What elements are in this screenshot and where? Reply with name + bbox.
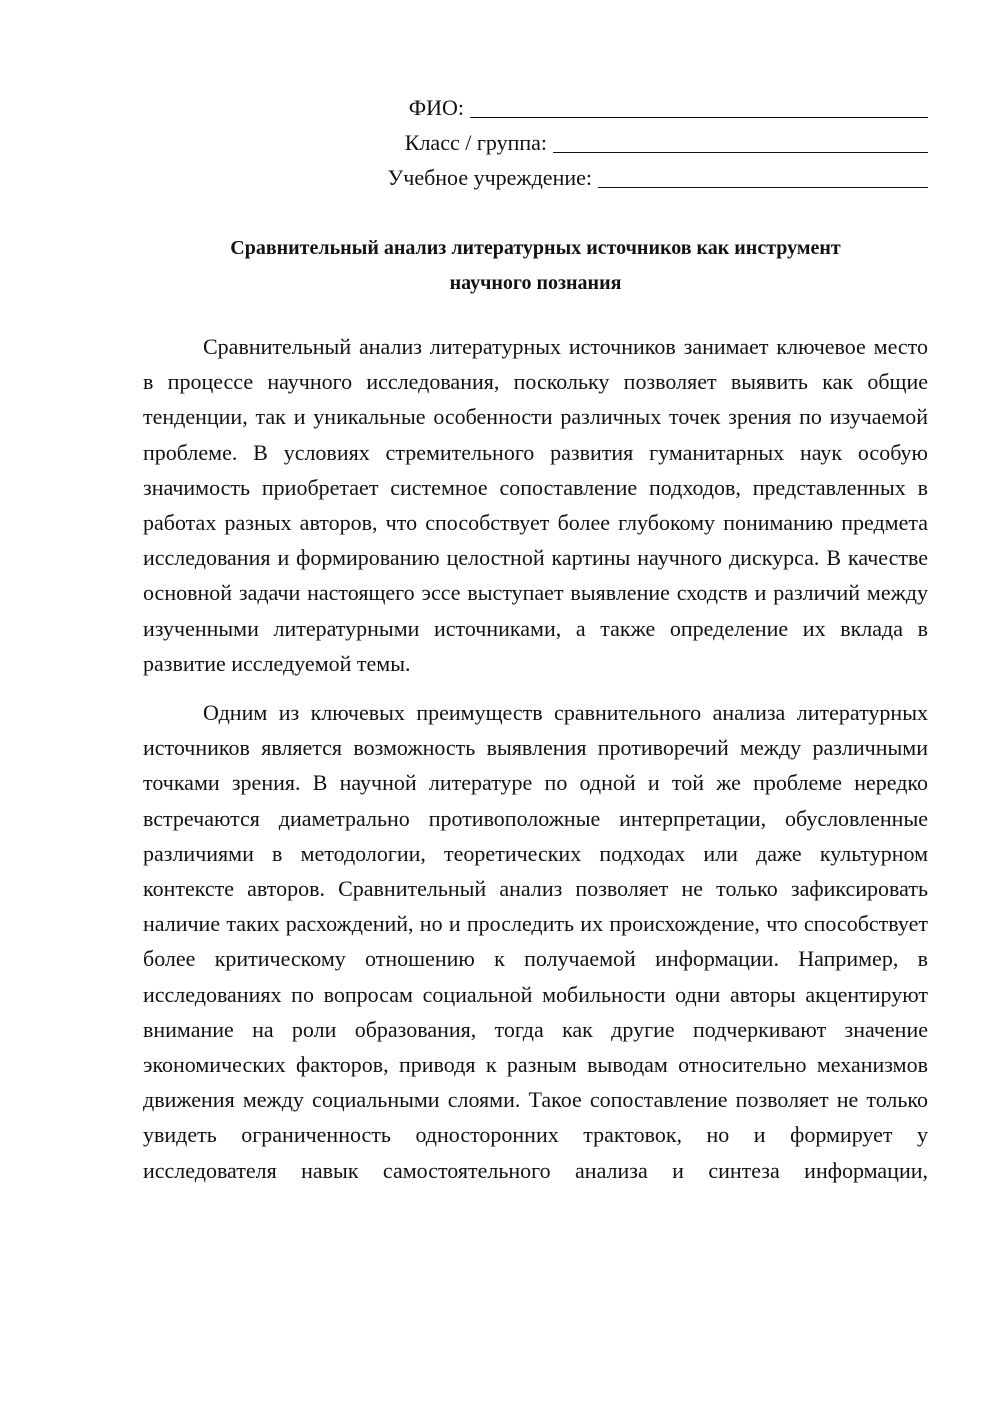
student-info-header (368, 90, 928, 195)
class-group-label: Класс / группа: (404, 130, 547, 155)
essay-title (143, 231, 928, 301)
institution-label: Учебное учреждение: (387, 165, 592, 190)
fio-label: ФИО: (408, 95, 464, 120)
class-group-line (368, 125, 928, 160)
essay-title-line-1: Сравнительный анализ литературных источников как инструмент (230, 237, 841, 259)
institution-blank-field (598, 162, 928, 188)
fio-line (368, 90, 928, 125)
paragraph-1: Сравнительный анализ литературных источников занимает ключевое место в процессе научного исследования, поскольку позволяет выявить как общие тенденции, так и уникальные особенности различных точек зрения по изучаемой проблеме. В условиях стремительного развития гуманитарных наук особую значимость приобретает системное сопоставление подходов, представленных в работах разных авторов, что способствует более глубокому пониманию предмета исследования и формированию целостной картины научного дискурса. В качестве основной задачи настоящего эссе выступает выявление сходств и различий между изученными литературными источниками, а также определение их вклада в развитие исследуемой темы. (143, 334, 928, 676)
essay-body (143, 329, 928, 1202)
paragraph-2: Одним из ключевых преимуществ сравнительного анализа литературных источников является возможность выявления противоречий между различными точками зрения. В научной литературе по одной и той же проблеме нередко встречаются диаметрально противоположные интерпретации, обусловленные различиями в методологии, теоретических подходах или даже культурном контексте авторов. Сравнительный анализ позволяет не только зафиксировать наличие таких расхождений, но и проследить их происхождение, что способствует более критическому отношению к получаемой информации. Например, в исследованиях по вопросам социальной мобильности одни авторы акцентируют внимание на роли образования, тогда как другие подчеркивают значение экономических факторов, приводя к разным выводам относительно механизмов движения между социальными слоями. Такое сопоставление позволяет не только увидеть ограниченность односторонних трактовок, но и формирует у исследователя навык самостоятельного анализа и синтеза информации, (143, 700, 928, 1183)
essay-title-line-2: научного познания (449, 272, 622, 294)
fio-blank-field (470, 92, 928, 118)
institution-line (368, 160, 928, 195)
class-group-blank-field (553, 127, 928, 153)
